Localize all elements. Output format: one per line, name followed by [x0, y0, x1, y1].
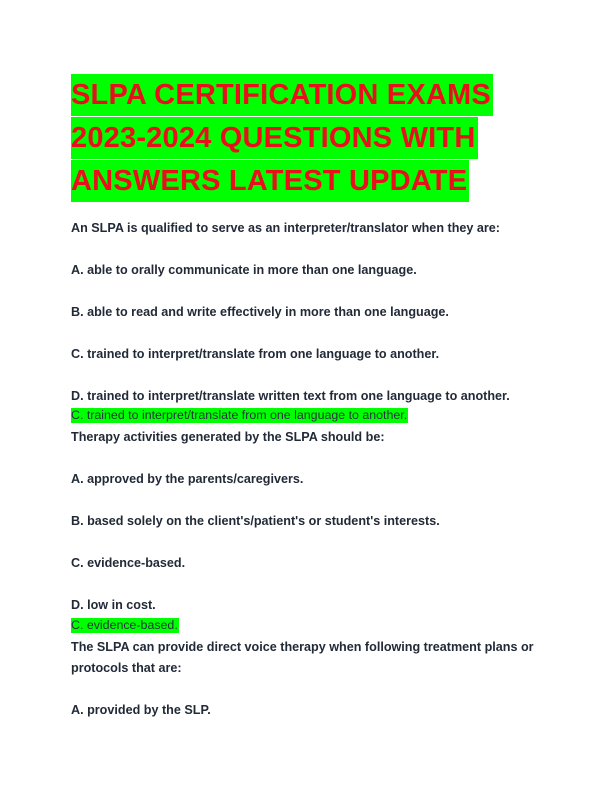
question-2-option-d: D. low in cost.: [71, 598, 156, 612]
question-3-text-line-1: The SLPA can provide direct voice therapy when following treatment plans or: [71, 640, 534, 654]
document-title: [71, 74, 541, 203]
question-1-option-c: C. trained to interpret/translate from one language to another.: [71, 347, 440, 361]
question-2-option-a: A. approved by the parents/caregivers.: [71, 472, 304, 486]
title-line-3: ANSWERS LATEST UPDATE: [71, 160, 469, 202]
question-2-answer: C. evidence-based.: [71, 618, 178, 632]
question-1-option-d: D. trained to interpret/translate written text from one language to another.: [71, 389, 510, 403]
question-2-text: Therapy activities generated by the SLPA should be:: [71, 430, 385, 444]
question-1-option-a: A. able to orally communicate in more than one language.: [71, 263, 417, 277]
question-3-text-line-2: protocols that are:: [71, 661, 182, 675]
question-2-option-c: C. evidence-based.: [71, 556, 186, 570]
question-1-option-b: B. able to read and write effectively in more than one language.: [71, 305, 449, 319]
title-line-1: SLPA CERTIFICATION EXAMS: [71, 74, 493, 116]
question-2-option-b: B. based solely on the client's/patient's or student's interests.: [71, 514, 440, 528]
title-line-2: 2023-2024 QUESTIONS WITH: [71, 117, 478, 159]
question-3-option-a: A. provided by the SLP.: [71, 703, 211, 717]
question-1-answer: C. trained to interpret/translate from one language to another.: [71, 408, 408, 422]
question-1-text: An SLPA is qualified to serve as an interpreter/translator when they are:: [71, 221, 501, 235]
